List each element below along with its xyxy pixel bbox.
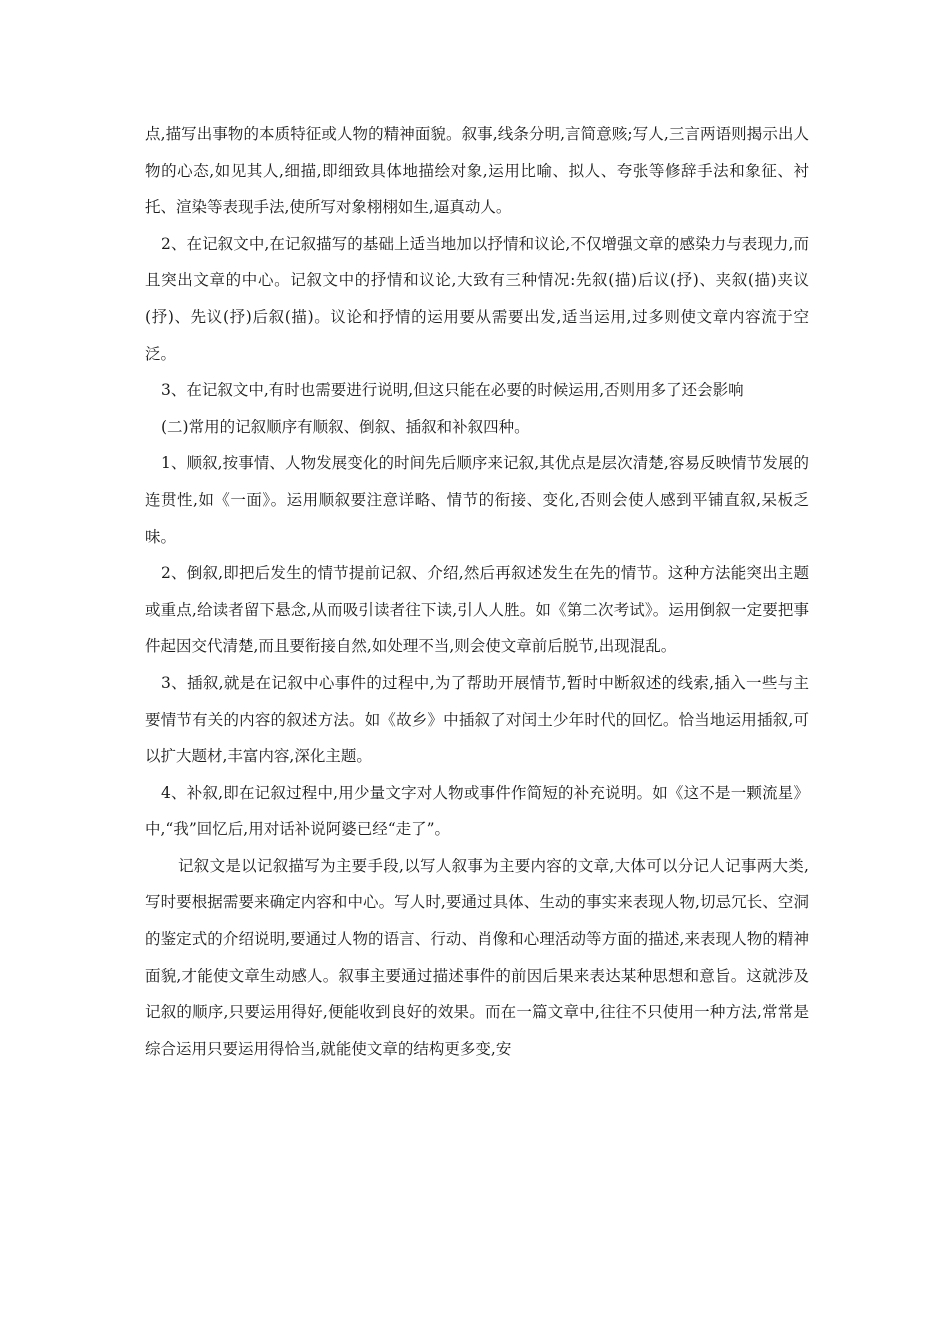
paragraph-chronological: 1、顺叙,按事情、人物发展变化的时间先后顺序来记叙,其优点是层次清楚,容易反映情节发展的连贯性,如《一面》。运用顺叙要注意详略、情节的衔接、变化,否则会使人感到平铺直叙,呆板乏味。 bbox=[145, 454, 809, 546]
paragraph-point-2: 2、在记叙文中,在记叙描写的基础上适当地加以抒情和议论,不仅增强文章的感染力与表现力,而且突出文章的中心。记叙文中的抒情和议论,大致有三种情况:先叙(描)后议(抒)、夹叙(描)夹议(抒)、先议(抒)后叙(描)。议论和抒情的运用要从需要出发,适当运用,过多则使文章内容流于空泛。 bbox=[145, 234, 809, 363]
paragraph-continuation: 点,描写出事物的本质特征或人物的精神面貌。叙事,线条分明,言简意赅;写人,三言两语则揭示出人物的心态,如见其人,细描,即细致具体地描绘对象,运用比喻、拟人、夸张等修辞手法和象征、衬托、渲染等表现手法,使所写对象栩栩如生,逼真动人。 bbox=[145, 125, 809, 217]
section-heading-narrative-order: (二)常用的记叙顺序有顺叙、倒叙、插叙和补叙四种。 bbox=[161, 417, 530, 436]
paragraph-point-3: 3、在记叙文中,有时也需要进行说明,但这只能在必要的时候运用,否则用多了还会影响 bbox=[161, 381, 744, 400]
paragraph-supplementary: 4、补叙,即在记叙过程中,用少量文字对人物或事件作简短的补充说明。如《这不是一颗流星》中,“我”回忆后,用对话补说阿婆已经“走了”。 bbox=[145, 783, 809, 839]
document-body bbox=[145, 116, 809, 1067]
paragraph-summary: 记叙文是以记叙描写为主要手段,以写人叙事为主要内容的文章,大体可以分记人记事两大类,写时要根据需要来确定内容和中心。写人时,要通过具体、生动的事实来表现人物,切忌冗长、空洞的鉴定式的介绍说明,要通过人物的语言、行动、肖像和心理活动等方面的描述,来表现人物的精神面貌,才能使文章生动感人。叙事主要通过描述事件的前因后果来表达某种思想和意旨。这就涉及记叙的顺序,只要运用得好,便能收到良好的效果。而在一篇文章中,往往不只使用一种方法,常常是综合运用只要运用得恰当,就能使文章的结构更多变,安 bbox=[145, 856, 809, 1058]
paragraph-flashback: 2、倒叙,即把后发生的情节提前记叙、介绍,然后再叙述发生在先的情节。这种方法能突出主题或重点,给读者留下悬念,从而吸引读者往下读,引人人胜。如《第二次考试》。运用倒叙一定要把事件起因交代清楚,而且要衔接自然,如处理不当,则会使文章前后脱节,出现混乱。 bbox=[145, 564, 809, 656]
paragraph-interpolation: 3、插叙,就是在记叙中心事件的过程中,为了帮助开展情节,暂时中断叙述的线索,插入一些与主要情节有关的内容的叙述方法。如《故乡》中插叙了对闰土少年时代的回忆。恰当地运用插叙,可以扩大题材,丰富内容,深化主题。 bbox=[145, 673, 809, 766]
